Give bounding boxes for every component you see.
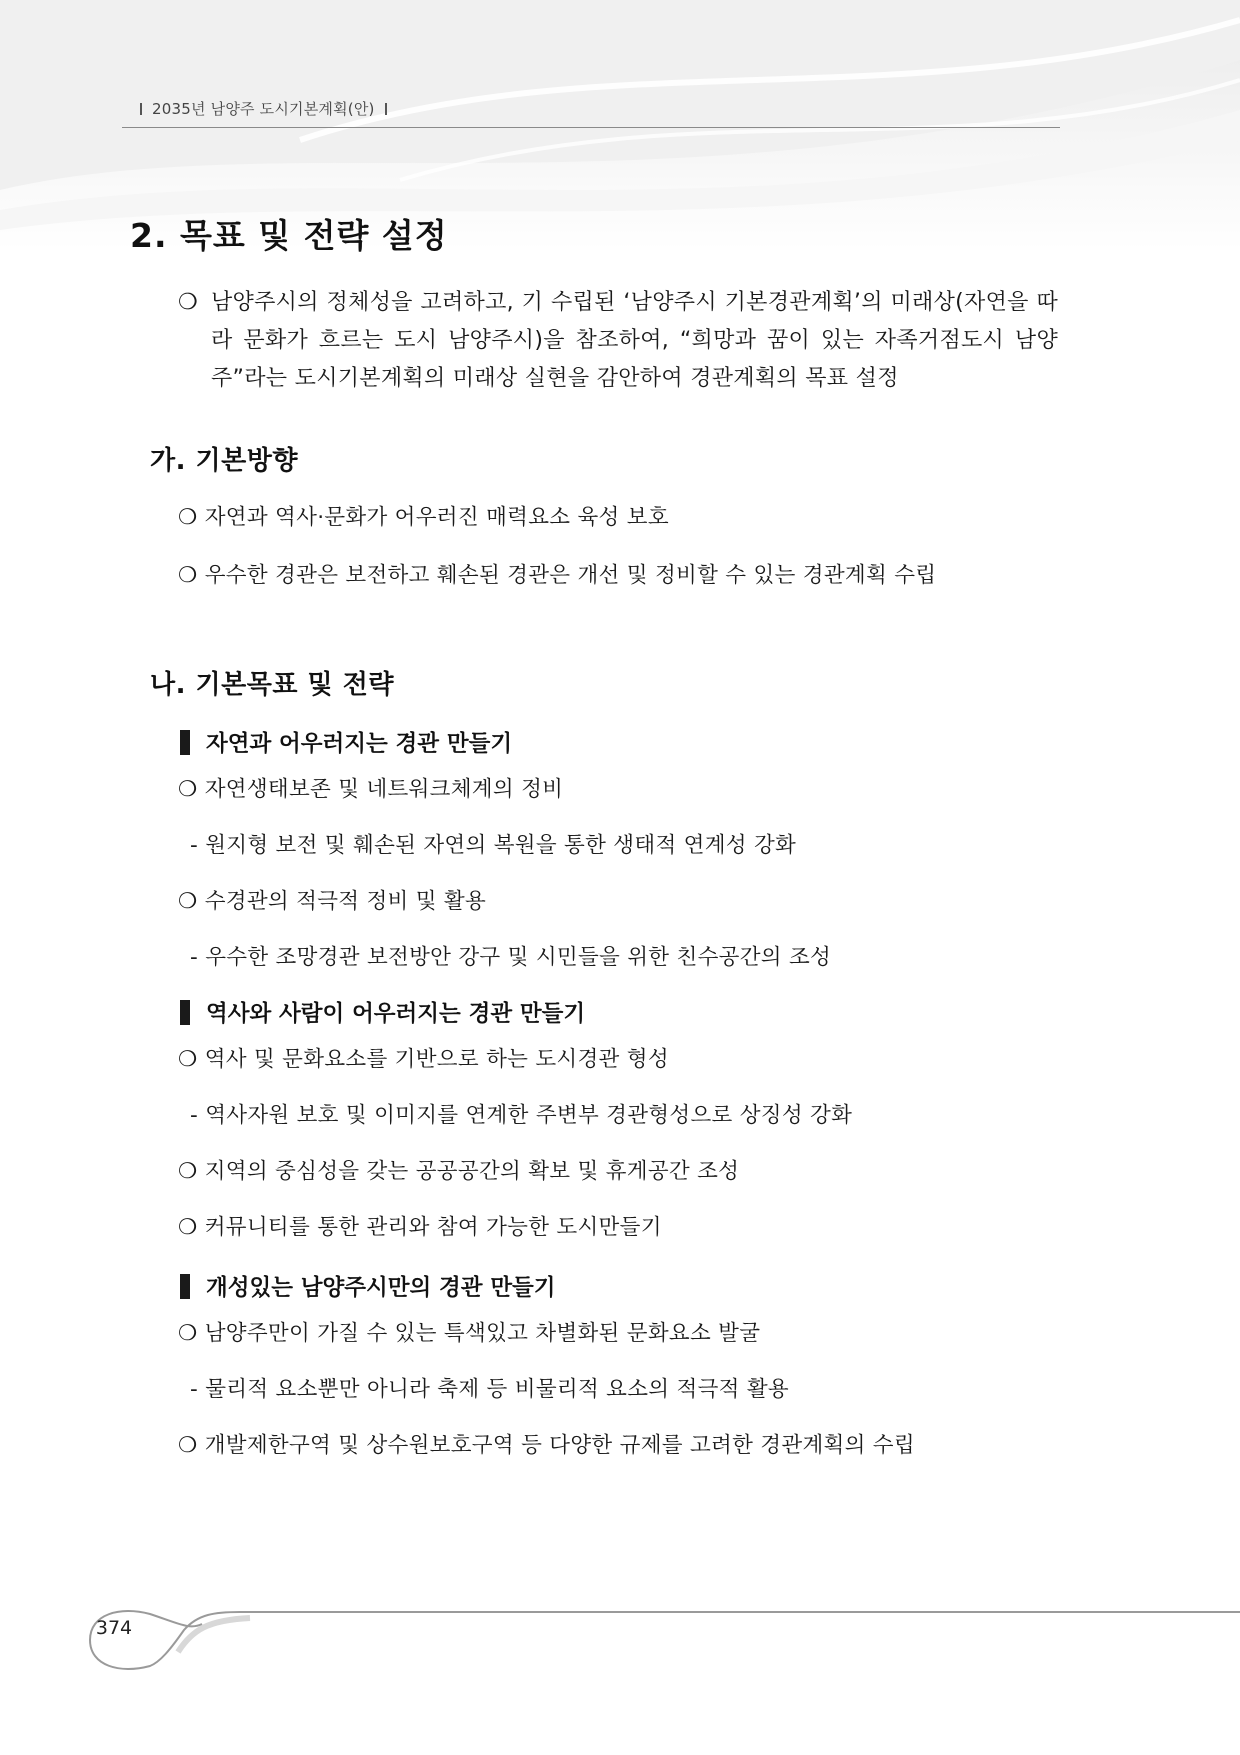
running-header bbox=[130, 98, 397, 119]
circle-bullet-icon: ❍ bbox=[178, 290, 199, 315]
block-heading-text: 개성있는 남양주시만의 경관 만들기 bbox=[206, 1275, 556, 1301]
block-heading bbox=[180, 726, 512, 758]
sub-item: - 우수한 조망경관 보전방안 강구 및 시민들을 위한 친수공간의 조성 bbox=[190, 945, 832, 970]
list-item: ❍ 남양주만이 가질 수 있는 특색있고 차별화된 문화요소 발굴 bbox=[178, 1321, 761, 1346]
sub-item: - 역사자원 보호 및 이미지를 연계한 주변부 경관형성으로 상징성 강화 bbox=[190, 1103, 853, 1128]
block-heading-text: 자연과 어우러지는 경관 만들기 bbox=[206, 731, 513, 757]
intro-text: 남양주시의 정체성을 고려하고, 기 수립된 ‘남양주시 기본경관계획’의 미래상(자연을 따라 문화가 흐르는 도시 남양주시)을 참조하여, “희망과 꿈이 있는 자족거점도시 남양주”라는 도시기본계획의 미래상 실현을 감안하여 경관계획의 목표 설정 bbox=[211, 290, 1058, 391]
square-marker-icon bbox=[180, 1274, 190, 1299]
square-marker-icon bbox=[180, 730, 190, 755]
header-rule bbox=[122, 127, 1060, 128]
subheading-basic-direction: 가. 기본방향 bbox=[150, 446, 299, 476]
section-title: 2. 목표 및 전략 설정 bbox=[130, 216, 448, 255]
list-item: ❍ 지역의 중심성을 갖는 공공공간의 확보 및 휴게공간 조성 bbox=[178, 1159, 740, 1184]
block-heading-text: 역사와 사람이 어우러지는 경관 만들기 bbox=[206, 1001, 586, 1027]
list-item: ❍ 역사 및 문화요소를 기반으로 하는 도시경관 형성 bbox=[178, 1047, 669, 1072]
page-number: 374 bbox=[95, 1617, 133, 1639]
header-separator bbox=[385, 103, 387, 115]
intro-paragraph bbox=[178, 284, 1058, 398]
block-heading bbox=[180, 1270, 556, 1302]
list-item: ❍ 자연과 역사·문화가 어우러진 매력요소 육성 보호 bbox=[178, 505, 669, 530]
list-item: ❍ 커뮤니티를 통한 관리와 참여 가능한 도시만들기 bbox=[178, 1215, 662, 1240]
running-title: 2035년 남양주 도시기본계획(안) bbox=[152, 100, 375, 118]
block-heading bbox=[180, 996, 585, 1028]
list-item: ❍ 자연생태보존 및 네트워크체계의 정비 bbox=[178, 777, 564, 802]
sub-item: - 물리적 요소뿐만 아니라 축제 등 비물리적 요소의 적극적 활용 bbox=[190, 1377, 789, 1402]
sub-item: - 원지형 보전 및 훼손된 자연의 복원을 통한 생태적 연계성 강화 bbox=[190, 833, 797, 858]
list-item: ❍ 우수한 경관은 보전하고 훼손된 경관은 개선 및 정비할 수 있는 경관계획 수립 bbox=[178, 563, 937, 588]
square-marker-icon bbox=[180, 1000, 190, 1025]
footer-decoration bbox=[80, 1600, 1240, 1680]
header-separator bbox=[140, 103, 142, 115]
subheading-goals: 나. 기본목표 및 전략 bbox=[150, 670, 394, 700]
list-item: ❍ 수경관의 적극적 정비 및 활용 bbox=[178, 889, 487, 914]
list-item: ❍ 개발제한구역 및 상수원보호구역 등 다양한 규제를 고려한 경관계획의 수립 bbox=[178, 1433, 915, 1458]
